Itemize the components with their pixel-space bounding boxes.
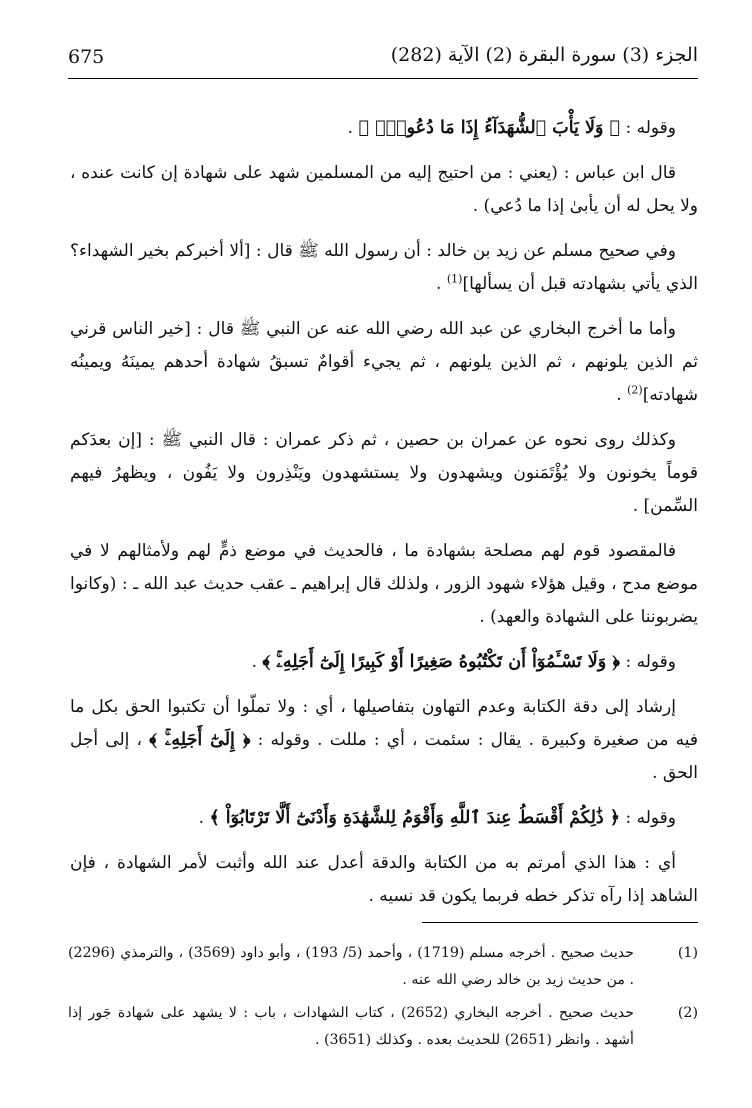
paragraph: أي : هذا الذي أمرتم به من الكتابة والدقة أعدل عند الله وأثبت لأمر الشهادة ، فإن الشاهد إذا رآه تذكر خطه فربما يكون قد نسيه . — [70, 853, 698, 906]
body-text — [70, 112, 698, 925]
paragraph: قال ابن عباس : (يعني : من احتيج إليه من المسلمين شهد على شهادة إن كانت عنده ، ولا يحل له أن يأبىٰ إذا ما دُعي) . — [70, 163, 698, 216]
quran-verse: ﴿ ذَٰلِكُمْ أَقْسَطُ عِندَ ٱللَّهِ وَأَقْوَمُ لِلشَّهَٰدَةِ وَأَدْنَىٰٓ أَلَّا تَرْتَابُوٓاْ ﴾ — [209, 808, 621, 828]
footnote-text: حديث صحيح . أخرجه البخاري (2652) ، كتاب الشهادات ، باب : لا يشهد على شهادة جَور إذا أشهد . وانظر (2651) للحديث بعده . وكذلك (3651) . — [68, 1005, 634, 1048]
paragraph: وقوله : ﴿ وَلَا يَأْبَ ٱلشُّهَدَآءُ إِذَا مَا دُعُواْۚ ﴾ . — [347, 118, 676, 138]
footnote-marker: (2) — [627, 383, 643, 397]
footnote — [68, 1000, 698, 1054]
page-number: 675 — [68, 46, 105, 68]
page-header — [68, 40, 698, 76]
footnote-rule — [422, 922, 698, 923]
footnote-marker: (1) — [446, 272, 463, 286]
paragraph: وأما ما أخرج البخاري عن عبد الله رضي الله عنه عن النبي ﷺ قال : [خير الناس قرني ثم الذين يلونهم ، ثم الذين يلونهم ، ثم يجيء أقوامٌ تسبقُ شهادة أحدهم يمينَهُ ويمينُه شهادته]$^{(2)}$ . — [70, 319, 698, 405]
paragraph: وقوله : ﴿ ذَٰلِكُمْ أَقْسَطُ عِندَ ٱللَّهِ وَأَقْوَمُ لِلشَّهَٰدَةِ وَأَدْنَىٰٓ أَلَّا تَرْتَابُوٓاْ ﴾ . — [198, 808, 676, 828]
running-title: الجزء (3) سورة البقرة (2) الآية (282) — [390, 44, 698, 66]
footnotes — [68, 940, 698, 1060]
header-rule — [68, 78, 698, 79]
quran-verse: ﴿ إِلَىٰٓ أَجَلِهِۦۚ ﴾ — [149, 730, 251, 750]
footnote-text: حديث صحيح . أخرجه مسلم (1719) ، وأحمد (5/ 193) ، وأبو داود (3569) ، والترمذي (2296) . من حديث زيد بن خالد رضي الله عنه . — [68, 945, 634, 988]
paragraph: وكذلك روى نحوه عن عمران بن حصين ، ثم ذكر عمران : قال النبي ﷺ : [إن بعدَكم قوماً يخونون ولا يُؤْتَمَنون ويشهدون ولا يستشهدون ويَنْذِرون ولا يَفُون ، ويظهرُ فيهم السِّمن] . — [70, 430, 698, 516]
footnote-number: (1) — [677, 945, 698, 961]
quran-verse: ﴿ وَلَا يَأْبَ ٱلشُّهَدَآءُ إِذَا مَا دُعُواْۚ ﴾ — [358, 118, 621, 138]
footnote — [68, 940, 698, 994]
quran-verse: ﴿ وَلَا تَسْـَٔمُوٓاْ أَن تَكْتُبُوهُ صَغِيرًا أَوْ كَبِيرًا إِلَىٰٓ أَجَلِهِۦۚ ﴾ — [262, 652, 621, 672]
paragraph: وفي صحيح مسلم عن زيد بن خالد : أن رسول الله ﷺ قال : [ألا أخبركم بخير الشهداء؟ الذي يأتي بشهادته قبل أن يسألها]$^{(1)}$ . — [70, 241, 698, 294]
paragraph: وقوله : ﴿ وَلَا تَسْـَٔمُوٓاْ أَن تَكْتُبُوهُ صَغِيرًا أَوْ كَبِيرًا إِلَىٰٓ أَجَلِهِۦۚ ﴾ . — [251, 652, 676, 672]
paragraph: إرشاد إلى دقة الكتابة وعدم التهاون بتفاصيلها ، أي : ولا تملّوا أن تكتبوا الحق بكل ما فيه من صغيرة وكبيرة . يقال : سئمت ، أي : مللت . وقوله : ﴿ إِلَىٰٓ أَجَلِهِۦۚ ﴾ ، إلى أجل الحق . — [70, 697, 698, 783]
footnote-number: (2) — [677, 1005, 698, 1021]
paragraph: فالمقصود قوم لهم مصلحة بشهادة ما ، فالحديث في موضع ذمٍّ لهم ولأمثالهم لا في موضع مدح ، وقيل هؤلاء شهود الزور ، ولذلك قال إبراهيم ـ عقب حديث عبد الله ـ : (وكانوا يضربوننا على الشهادة والعهد) . — [70, 541, 698, 627]
